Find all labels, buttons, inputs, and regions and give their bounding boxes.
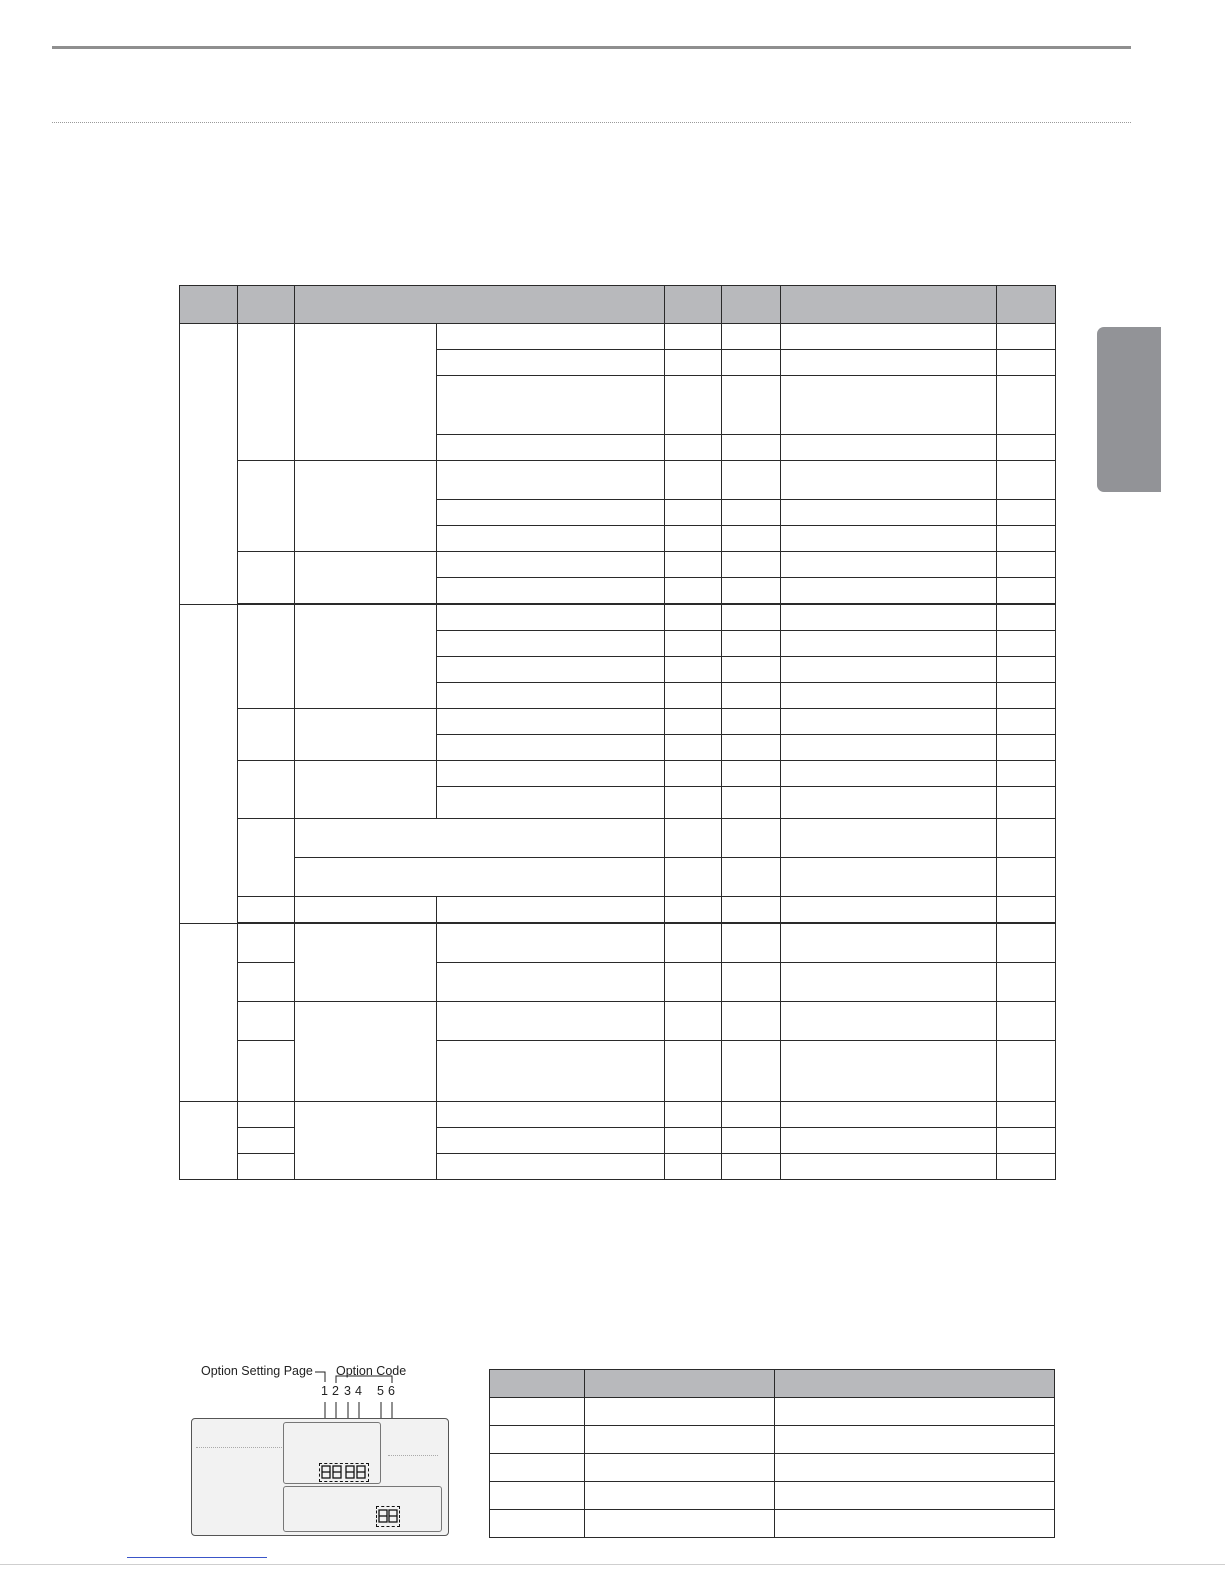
- option-setting-page-label: Option Setting Page: [201, 1364, 313, 1378]
- page-cell: [238, 709, 295, 761]
- page-cell: [238, 324, 295, 461]
- table-row: [180, 709, 1056, 735]
- table-row: [180, 1002, 1056, 1041]
- table-row: [180, 605, 1056, 631]
- table-row: [180, 761, 1056, 787]
- table-row: [180, 819, 1056, 858]
- group-cell: [180, 1102, 238, 1180]
- header-cell: [722, 286, 781, 324]
- table-row: [490, 1454, 1055, 1482]
- digit-number: 3: [344, 1384, 351, 1398]
- function-cell: [295, 1002, 437, 1102]
- header-cell: [665, 286, 722, 324]
- group-cell: [180, 924, 238, 1102]
- page-cell: [238, 1154, 295, 1180]
- table-row: [490, 1426, 1055, 1454]
- header-cell: [490, 1370, 585, 1398]
- lcd-lower-panel: [283, 1486, 442, 1532]
- digit-number: 6: [388, 1384, 395, 1398]
- option-value-digits: [376, 1506, 400, 1527]
- page-cell: [238, 605, 295, 709]
- function-cell: [295, 324, 437, 461]
- header-cell: [295, 286, 665, 324]
- page-cell: [238, 963, 295, 1002]
- function-cell: [295, 1102, 437, 1180]
- page-cell: [238, 897, 295, 923]
- table-row: [180, 858, 1056, 897]
- table-row: [180, 1102, 1056, 1128]
- page-cell: [238, 1102, 295, 1128]
- table-row: [180, 552, 1056, 578]
- segment-digits-icon: [377, 1507, 399, 1526]
- bottom-rule: [0, 1564, 1225, 1565]
- digit-number: 1: [321, 1384, 328, 1398]
- table-row: [180, 461, 1056, 500]
- page-cell: [238, 761, 295, 819]
- page-cell: [238, 552, 295, 604]
- function-cell: [295, 552, 437, 604]
- header-cell: [775, 1370, 1055, 1398]
- group-cell: [180, 324, 238, 605]
- table-row: [180, 924, 1056, 963]
- page-cell: [238, 1002, 295, 1041]
- merged-cell: [295, 819, 665, 858]
- table-row: [180, 324, 1056, 350]
- table-row: [490, 1398, 1055, 1426]
- function-cell: [295, 897, 437, 923]
- option-table: [179, 285, 1056, 1180]
- page-cell: [238, 461, 295, 552]
- function-cell: [295, 709, 437, 761]
- function-cell: [295, 761, 437, 819]
- top-rule: [52, 46, 1131, 49]
- table-row: [180, 897, 1056, 923]
- table-header-row: [180, 286, 1056, 324]
- table-row: [490, 1510, 1055, 1538]
- option-code-table: [489, 1369, 1055, 1538]
- function-cell: [295, 605, 437, 709]
- chapter-side-tab: [1097, 327, 1161, 492]
- header-cell: [781, 286, 997, 324]
- table-row: [490, 1482, 1055, 1510]
- footer-link[interactable]: [127, 1557, 267, 1558]
- option-code-diagram: [189, 1360, 449, 1540]
- section-divider: [52, 122, 1131, 123]
- header-cell: [238, 286, 295, 324]
- lcd-divider: [196, 1447, 282, 1448]
- header-cell: [585, 1370, 775, 1398]
- option-page-code-digits: [319, 1463, 369, 1482]
- merged-cell: [295, 858, 665, 897]
- digit-number: 4: [355, 1384, 362, 1398]
- function-cell: [295, 461, 437, 552]
- page-cell: [238, 1041, 295, 1102]
- page-cell: [238, 819, 295, 897]
- digit-number: 2: [332, 1384, 339, 1398]
- group-cell: [180, 605, 238, 924]
- digit-number: 5: [377, 1384, 384, 1398]
- lcd-divider: [388, 1455, 438, 1456]
- option-code-label: Option Code: [336, 1364, 407, 1378]
- header-cell: [180, 286, 238, 324]
- page-cell: [238, 1128, 295, 1154]
- header-cell: [997, 286, 1056, 324]
- segment-digits-icon: [320, 1464, 368, 1481]
- table-header-row: [490, 1370, 1055, 1398]
- page-cell: [238, 924, 295, 963]
- function-cell: [295, 924, 437, 1002]
